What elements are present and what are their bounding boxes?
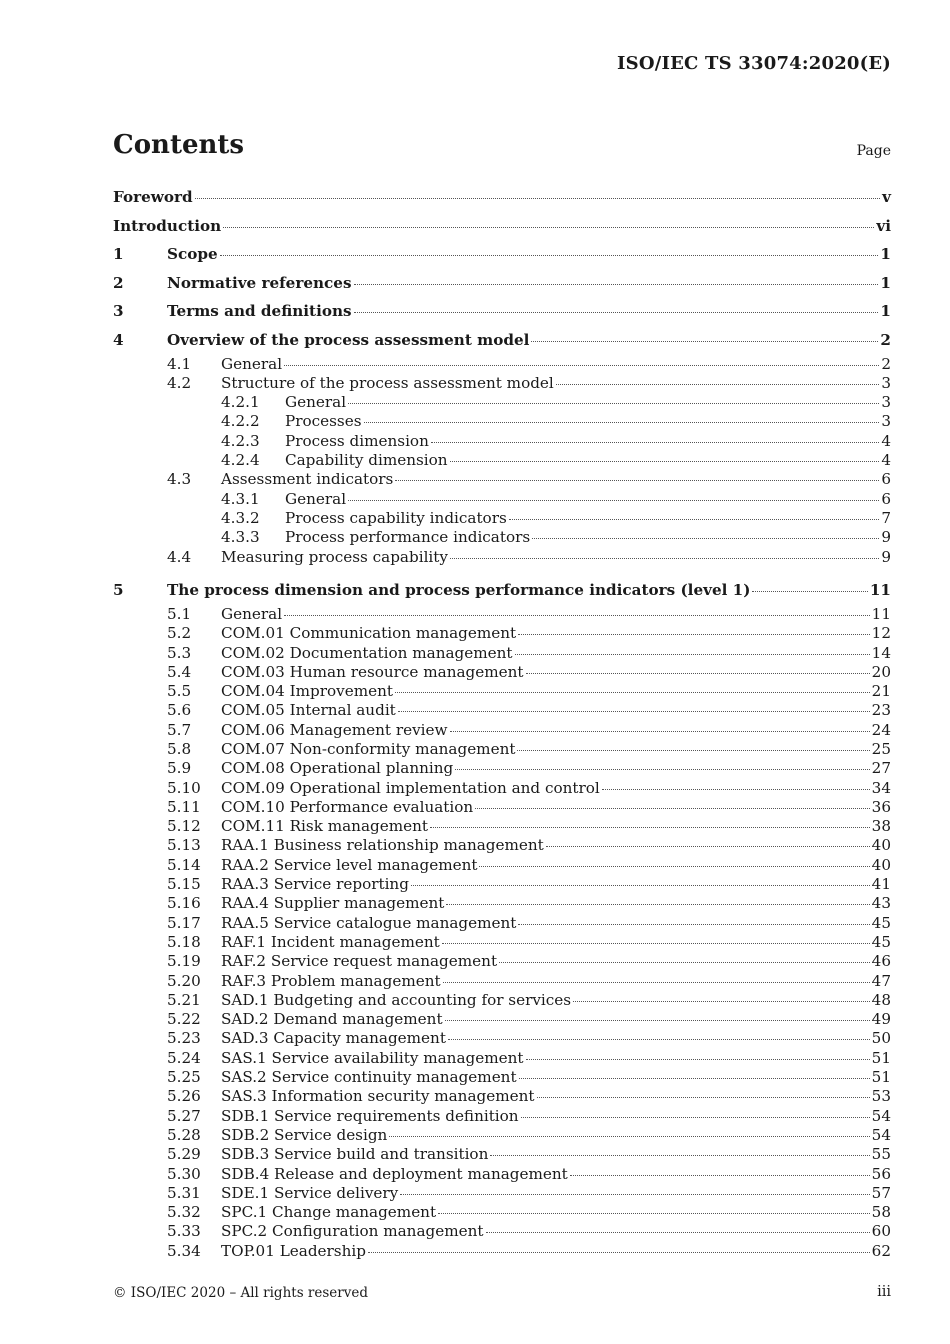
- standard-identifier: ISO/IEC TS 33074:2020(E): [617, 53, 891, 74]
- dot-leader: [448, 1039, 870, 1040]
- toc-entry[interactable]: [113, 490, 891, 509]
- toc-entry-page: 47: [871, 971, 891, 990]
- toc-entry-page: 2: [880, 330, 891, 349]
- dot-leader: [509, 519, 880, 520]
- toc-entry-page: 49: [871, 1010, 891, 1029]
- toc-entry-number: 5.2: [167, 624, 192, 643]
- toc-entry-title: COM.09 Operational implementation and control: [221, 778, 600, 797]
- toc-entry[interactable]: [113, 856, 891, 875]
- toc-entry-number: 4.4: [167, 547, 192, 566]
- toc-entry[interactable]: [113, 952, 891, 971]
- footer-page-number: iii: [877, 1284, 891, 1300]
- toc-entry-title: RAF.1 Incident management: [221, 932, 440, 951]
- dot-leader: [490, 1155, 869, 1156]
- toc-entry-page: 3: [881, 373, 891, 392]
- toc-entry-title: Structure of the process assessment model: [221, 373, 554, 392]
- toc-entry-title: Measuring process capability: [221, 547, 448, 566]
- toc-entry-title: SAS.2 Service continuity management: [221, 1068, 517, 1087]
- toc-entry[interactable]: [113, 1029, 891, 1048]
- toc-entry-number: 4.1: [167, 354, 192, 373]
- toc-entry[interactable]: [113, 355, 891, 374]
- toc-entry-page: 34: [871, 778, 891, 797]
- toc-entry-title: Capability dimension: [285, 451, 448, 470]
- toc-entry[interactable]: [113, 759, 891, 778]
- toc-entry[interactable]: [113, 605, 891, 624]
- toc-entry-number: 5.4: [167, 662, 192, 681]
- toc-entry-title: RAA.3 Service reporting: [221, 875, 409, 894]
- toc-entry[interactable]: [113, 663, 891, 682]
- toc-entry[interactable]: [113, 269, 891, 298]
- dot-leader: [368, 1252, 870, 1253]
- toc-entry-page: 11: [871, 604, 891, 623]
- toc-entry-number: 5.7: [167, 720, 192, 739]
- toc-entry-number: 5.5: [167, 682, 192, 701]
- toc-entry-number: 5.23: [167, 1029, 201, 1048]
- toc-entry-number: 4.2.4: [221, 451, 260, 470]
- toc-entry[interactable]: [113, 644, 891, 663]
- dot-leader: [573, 1001, 870, 1002]
- dot-leader: [398, 711, 870, 712]
- toc-entry[interactable]: [113, 412, 891, 431]
- toc-entry-title: Assessment indicators: [221, 470, 394, 489]
- toc-entry-page: v: [882, 188, 891, 206]
- toc-entry-number: 4.3.1: [221, 489, 260, 508]
- toc-entry-title: SDB.4 Release and deployment management: [221, 1164, 568, 1183]
- toc-entry-page: 51: [871, 1048, 891, 1067]
- toc-entry-page: 20: [871, 662, 891, 681]
- toc-entry-page: 40: [871, 855, 891, 874]
- toc-entry-page: 9: [881, 528, 891, 547]
- toc-entry[interactable]: [113, 875, 891, 894]
- toc-entry-number: 5.19: [167, 952, 201, 971]
- toc-entry-title: Introduction: [113, 216, 222, 235]
- toc-entry[interactable]: [113, 1049, 891, 1068]
- toc-entry-number: 5.29: [167, 1145, 201, 1164]
- toc-entry-page: 2: [881, 354, 891, 373]
- toc-entry-number: 4.2.2: [221, 412, 260, 431]
- toc-entry-number: 5.28: [167, 1125, 201, 1144]
- dot-leader: [499, 962, 870, 963]
- dot-leader: [526, 673, 870, 674]
- toc-entry-number: 5.31: [167, 1183, 201, 1202]
- toc-entry-title: COM.01 Communication management: [221, 624, 517, 643]
- toc-entry-title: General: [221, 354, 283, 373]
- toc-entry-page: 25: [871, 740, 891, 758]
- dot-leader: [445, 1020, 870, 1021]
- dot-leader: [518, 634, 870, 635]
- toc-entry-title: SPC.1 Change management: [221, 1203, 437, 1222]
- toc-entry-title: Process capability indicators: [285, 508, 507, 527]
- toc-entry[interactable]: [113, 1184, 891, 1203]
- toc-entry-number: 5.15: [167, 875, 201, 894]
- toc-entry-title: COM.04 Improvement: [221, 682, 393, 701]
- toc-entry-title: The process dimension and process performance indicators (level 1): [167, 581, 751, 600]
- toc-entry-page: 27: [871, 759, 891, 778]
- toc-entry-number: 5.3: [167, 643, 192, 662]
- dot-leader: [438, 1213, 870, 1214]
- toc-entry-number: 5.27: [167, 1106, 201, 1125]
- toc-entry-page: 6: [881, 489, 891, 508]
- toc-entry-title: General: [221, 604, 283, 623]
- dot-leader: [354, 312, 879, 313]
- toc-entry-page: 57: [871, 1183, 891, 1202]
- dot-leader: [518, 924, 869, 925]
- dot-leader: [223, 227, 874, 228]
- toc-entry-title: COM.08 Operational planning: [221, 759, 454, 778]
- toc-entry-page: 53: [871, 1087, 891, 1106]
- dot-leader: [546, 846, 870, 847]
- toc-entry-title: SDB.2 Service design: [221, 1125, 388, 1144]
- toc-entry-title: RAA.2 Service level management: [221, 855, 478, 874]
- toc-entry-title: SDB.3 Service build and transition: [221, 1145, 489, 1164]
- toc-entry-title: COM.02 Documentation management: [221, 643, 513, 662]
- toc-entry-page: 1: [880, 302, 891, 321]
- toc-entry-title: SAS.3 Information security management: [221, 1087, 535, 1106]
- toc-entry-page: 48: [871, 990, 891, 1009]
- toc-entry-page: 41: [871, 875, 891, 894]
- dot-leader: [364, 422, 880, 423]
- dot-leader: [519, 1078, 870, 1079]
- toc-entry[interactable]: [113, 432, 891, 451]
- toc-entry[interactable]: [113, 894, 891, 913]
- toc-entry-title: SDB.1 Service requirements definition: [221, 1106, 519, 1125]
- toc-entry-number: 4.3: [167, 470, 192, 489]
- toc-entry[interactable]: [113, 740, 891, 759]
- dot-leader: [486, 1232, 870, 1233]
- toc-entry-page: 56: [871, 1164, 891, 1183]
- toc-entry-number: 5.21: [167, 990, 201, 1009]
- toc-entry-number: 5.13: [167, 836, 201, 855]
- toc-entry-number: 5.22: [167, 1010, 201, 1029]
- toc-entry-title: General: [285, 489, 347, 508]
- toc-entry[interactable]: [113, 701, 891, 720]
- dot-leader: [446, 904, 869, 905]
- toc-entry-number: 4.3.3: [221, 528, 260, 547]
- toc-entry-number: 4.2.1: [221, 393, 260, 412]
- toc-entry-page: 1: [880, 273, 891, 292]
- dot-leader: [752, 591, 867, 592]
- toc-entry[interactable]: [113, 470, 891, 489]
- toc-entry-number: 5.24: [167, 1048, 201, 1067]
- toc-entry-page: 43: [871, 894, 891, 913]
- toc-entry[interactable]: [113, 1107, 891, 1126]
- dot-leader: [430, 827, 870, 828]
- toc-entry-page: 6: [881, 470, 891, 489]
- toc-entry-title: SDE.1 Service delivery: [221, 1183, 399, 1202]
- dot-leader: [475, 808, 869, 809]
- toc-entry-number: 1: [113, 245, 124, 264]
- toc-entry-page: 7: [881, 508, 891, 527]
- dot-leader: [556, 384, 880, 385]
- toc-entry-page: 55: [871, 1145, 891, 1164]
- toc-entry[interactable]: [113, 1087, 891, 1106]
- toc-entry-title: Foreword: [113, 188, 193, 206]
- dot-leader: [220, 255, 879, 256]
- dot-leader: [532, 538, 879, 539]
- toc-entry-page: 24: [871, 720, 891, 739]
- toc-entry[interactable]: [113, 682, 891, 701]
- toc-entry[interactable]: [113, 1242, 891, 1261]
- toc-entry-number: 5.6: [167, 701, 192, 720]
- toc-entry-title: COM.11 Risk management: [221, 817, 428, 836]
- toc-entry[interactable]: [113, 798, 891, 817]
- toc-entry-title: RAA.4 Supplier management: [221, 894, 445, 913]
- dot-leader: [284, 365, 879, 366]
- footer-copyright: © ISO/IEC 2020 – All rights reserved: [113, 1285, 368, 1301]
- toc-entry-number: 5.11: [167, 797, 201, 816]
- page-column-label: Page: [856, 143, 891, 159]
- toc-entry-title: Scope: [167, 245, 218, 264]
- dot-leader: [443, 982, 870, 983]
- toc-entry[interactable]: [113, 1165, 891, 1184]
- toc-entry-number: 5.33: [167, 1222, 201, 1241]
- toc-entry[interactable]: [113, 212, 891, 241]
- toc-entry-title: SAD.2 Demand management: [221, 1010, 443, 1029]
- dot-leader: [450, 461, 880, 462]
- toc-entry-number: 5.8: [167, 740, 192, 758]
- toc-entry[interactable]: [113, 1203, 891, 1222]
- toc-entry-page: 23: [871, 701, 891, 720]
- toc-entry-page: 14: [871, 643, 891, 662]
- toc-entry-title: COM.05 Internal audit: [221, 701, 396, 720]
- toc-entry[interactable]: [113, 836, 891, 855]
- toc-entry-page: 45: [871, 932, 891, 951]
- dot-leader: [455, 769, 869, 770]
- dot-leader: [602, 789, 870, 790]
- toc-entry-number: 3: [113, 302, 124, 321]
- toc-entry[interactable]: [113, 326, 891, 355]
- toc-entry-page: 21: [871, 682, 891, 701]
- toc-entry[interactable]: [113, 183, 891, 212]
- dot-leader: [389, 1136, 869, 1137]
- toc-entry[interactable]: [113, 1068, 891, 1087]
- toc-entry-page: 45: [871, 913, 891, 932]
- toc-entry-page: 60: [871, 1222, 891, 1241]
- dot-leader: [526, 1059, 870, 1060]
- dot-leader: [537, 1097, 870, 1098]
- toc-entry-number: 5.10: [167, 778, 201, 797]
- toc-entry-page: 46: [871, 952, 891, 971]
- dot-leader: [442, 943, 870, 944]
- toc-entry[interactable]: [113, 817, 891, 836]
- dot-leader: [284, 615, 870, 616]
- dot-leader: [395, 480, 879, 481]
- toc-entry[interactable]: [113, 576, 891, 605]
- toc-entry[interactable]: [113, 509, 891, 528]
- dot-leader: [348, 500, 879, 501]
- dot-leader: [570, 1175, 870, 1176]
- toc-entry[interactable]: [113, 779, 891, 798]
- toc-entry-title: Normative references: [167, 273, 352, 292]
- toc-entry-page: 36: [871, 797, 891, 816]
- toc-entry-number: 5.16: [167, 894, 201, 913]
- toc-entry[interactable]: [113, 1126, 891, 1145]
- toc-entry-title: Overview of the process assessment model: [167, 330, 530, 349]
- toc-entry-number: 4: [113, 330, 124, 349]
- toc-entry-title: Terms and definitions: [167, 302, 352, 321]
- toc-entry-page: 38: [871, 817, 891, 836]
- toc-entry-number: 5.25: [167, 1068, 201, 1087]
- toc-entry-title: Process performance indicators: [285, 528, 531, 547]
- toc-entry-number: 5.26: [167, 1087, 201, 1106]
- toc-entry-title: Process dimension: [285, 431, 429, 450]
- toc-entry-number: 5.14: [167, 855, 201, 874]
- dot-leader: [531, 341, 878, 342]
- toc-entry-title: RAA.5 Service catalogue management: [221, 913, 517, 932]
- toc-entry[interactable]: [113, 721, 891, 740]
- toc-entry-page: 54: [871, 1125, 891, 1144]
- dot-leader: [400, 1194, 869, 1195]
- dot-leader: [395, 692, 870, 693]
- toc-entry-page: 58: [871, 1203, 891, 1222]
- table-of-contents: [113, 183, 891, 1261]
- toc-entry[interactable]: [113, 914, 891, 933]
- toc-entry-number: 5.18: [167, 932, 201, 951]
- toc-entry-page: 1: [880, 245, 891, 264]
- toc-entry-title: SAS.1 Service availability management: [221, 1048, 524, 1067]
- dot-leader: [521, 1117, 870, 1118]
- toc-entry-page: 3: [881, 393, 891, 412]
- dot-leader: [479, 866, 869, 867]
- toc-entry[interactable]: [113, 297, 891, 326]
- toc-entry-number: 5.30: [167, 1164, 201, 1183]
- toc-entry-number: 2: [113, 273, 124, 292]
- toc-entry-page: 54: [871, 1106, 891, 1125]
- toc-entry[interactable]: [113, 1145, 891, 1164]
- toc-entry-number: 4.3.2: [221, 508, 260, 527]
- toc-entry-page: 4: [881, 431, 891, 450]
- toc-entry[interactable]: [113, 1222, 891, 1241]
- toc-entry-number: 5.1: [167, 604, 192, 623]
- dot-leader: [195, 198, 881, 199]
- dot-leader: [517, 750, 869, 751]
- toc-entry-page: 4: [881, 451, 891, 470]
- toc-entry[interactable]: [113, 451, 891, 470]
- dot-leader: [411, 885, 870, 886]
- toc-entry-page: 3: [881, 412, 891, 431]
- toc-entry-number: 5.12: [167, 817, 201, 836]
- toc-entry-page: 11: [869, 581, 891, 600]
- toc-entry-page: 9: [881, 547, 891, 566]
- toc-entry-page: 62: [871, 1241, 891, 1260]
- toc-entry-title: COM.03 Human resource management: [221, 662, 524, 681]
- toc-entry-title: TOP.01 Leadership: [221, 1241, 366, 1260]
- toc-entry[interactable]: [113, 972, 891, 991]
- toc-entry-title: COM.10 Performance evaluation: [221, 797, 474, 816]
- dot-leader: [515, 654, 870, 655]
- toc-entry-title: General: [285, 393, 347, 412]
- toc-entry-page: 12: [871, 624, 891, 643]
- toc-entry-page: 50: [871, 1029, 891, 1048]
- toc-entry[interactable]: [113, 933, 891, 952]
- toc-entry-number: 5.34: [167, 1241, 201, 1260]
- toc-entry-title: COM.06 Management review: [221, 720, 448, 739]
- toc-entry-page: 40: [871, 836, 891, 855]
- toc-entry-number: 5: [113, 581, 124, 600]
- toc-entry-title: RAF.3 Problem management: [221, 971, 441, 990]
- toc-entry-page: 51: [871, 1068, 891, 1087]
- toc-entry-number: 5.9: [167, 759, 192, 778]
- toc-entry-title: SAD.1 Budgeting and accounting for services: [221, 990, 572, 1009]
- toc-entry[interactable]: [113, 991, 891, 1010]
- dot-leader: [450, 558, 879, 559]
- toc-entry-number: 5.17: [167, 913, 201, 932]
- toc-entry-title: COM.07 Non-conformity management: [221, 740, 516, 758]
- contents-heading: Contents: [113, 130, 245, 160]
- dot-leader: [431, 442, 879, 443]
- toc-entry-number: 5.32: [167, 1203, 201, 1222]
- toc-entry[interactable]: [113, 393, 891, 412]
- toc-entry-title: SAD.3 Capacity management: [221, 1029, 446, 1048]
- toc-entry[interactable]: [113, 624, 891, 643]
- toc-entry[interactable]: [113, 528, 891, 547]
- toc-entry-title: Processes: [285, 412, 362, 431]
- toc-entry-page: vi: [876, 216, 891, 235]
- dot-leader: [354, 284, 879, 285]
- dot-leader: [348, 403, 879, 404]
- toc-entry-number: 4.2: [167, 373, 192, 392]
- toc-entry-number: 4.2.3: [221, 431, 260, 450]
- toc-entry-number: 5.20: [167, 971, 201, 990]
- dot-leader: [450, 731, 870, 732]
- toc-entry[interactable]: [113, 240, 891, 269]
- toc-entry[interactable]: [113, 1010, 891, 1029]
- toc-entry-title: SPC.2 Configuration management: [221, 1222, 484, 1241]
- toc-entry[interactable]: [113, 374, 891, 393]
- toc-entry[interactable]: [113, 548, 891, 567]
- toc-entry-title: RAA.1 Business relationship management: [221, 836, 544, 855]
- toc-entry-title: RAF.2 Service request management: [221, 952, 498, 971]
